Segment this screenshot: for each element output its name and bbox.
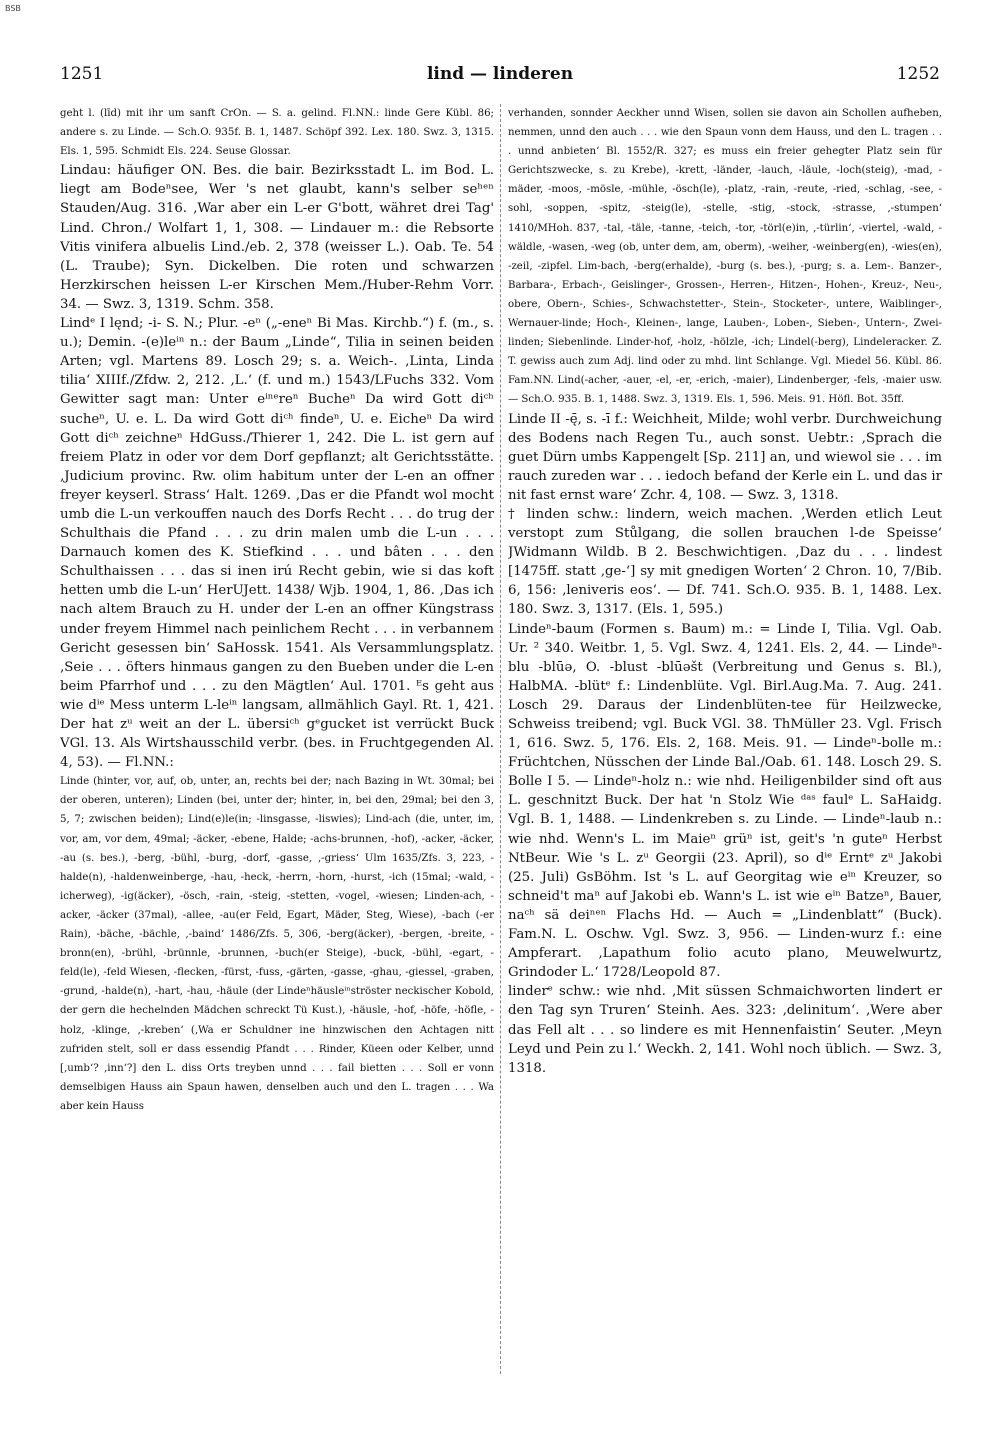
page-number-left: 1251 (60, 64, 104, 84)
left-paragraph-linde-i: Lindᵉ I lęnd; -i- S. N.; Plur. -eⁿ („-eneⁿ Bi Mas. Kirchb.“) f. (m., s. u.); Demin. -(e)leⁱⁿ n.: der Baum „Linde“, Tilia in seinen beiden Arten; vgl. Martens 89. Losch 29; s. a. Weich-. ‚Linta, Linda tilia‘ XIIIf./Zfdw. 2, 212. ‚L.‘ (f. und m.) 1543/LFuchs 332. Vom Gewitter sagt man: Unter eⁱⁿᵉrеⁿ Bucheⁿ Da wird Gott diᶜʰ sucheⁿ, U. e. L. Da wird Gott diᶜʰ findeⁿ, U. e. Eicheⁿ Da wird Gott diᶜʰ zeichneⁿ HdGuss./Thierer 1, 242. Die L. ist gern auf freiem Platz in oder vor dem Dorf gepflanzt; alt Gerichtsstätte. ‚Judicium provinc. Rw. olim habitum unter der L-en an offner freyer keyserl. Strass‘ Halt. 1269. ‚Das er die Pfandt wol mocht umb die L-un verkouffen nauch des Dorfs Recht . . . do trug der Schulthais die Pfand . . . zu drin malen umb die L-un . . . Darnauch komen des K. Stiefkind . . . und bâten . . . den Schulthaissen . . . das si inen irú Recht gebin, wie si das koft hetten umb die L-un‘ HerUJett. 1438/ Wjb. 1904, 1, 86. ‚Das ich nach altem Brauch zu H. under der L-en an offner Küngstrass under freyem Himmel nach peinlichem Recht . . . in verbannem Gericht gesessen bin‘ SaHossk. 1541. Als Versammlungsplatz. ‚Seie . . . öfters hinmaus gangen zu den Bueben under die L-en beim Pfarrhof und . . . zu den Mägtlen‘ Aul. 1701. ᴱs geht aus wie dⁱᵉ Mess unterm L-leⁱⁿ langsam, allmählich Gayl. Rt. 1, 421. Der hat zᵘ weit an der L. übersiᶜʰ gᵉgucket ist verrückt Buck VGl. 13. Als Wirtshausschild verbr. (bes. in Fruchtgegenden Al. 4, 53). — Fl.NN.: (60, 316, 494, 771)
right-paragraph-linden: † linden schw.: lindern, weich machen. ‚Werden etlich Leut verstopt zum Stůlgang, die sollen brauchen l-de Speisse‘ JWidmann Wildb. B 2. Beschwichtigen. ‚Daz du . . . lindest [1475ff. statt ‚ge-‘] sy mit gnedigen Worten‘ 2 Chron. 10, 7/Bib. 6, 156: ‚leniveris eos‘. — Df. 741. Sch.O. 935. B. 1, 1488. Lex. 180. Swz. 3, 1317. (Els. 1, 595.) (508, 506, 942, 618)
right-column (508, 104, 942, 1394)
right-paragraph-linde-ii: Linde II -ę̄, s. -ī f.: Weichheit, Milde; wohl verbr. Durchweichung des Bodens nach Regen Tu., auch sonst. Uebtr.: ‚Sprach die guet Dürn umbs Kappengelt [Sp. 211] an, und wiewol sie . . . im rauch zureden war . . . iedoch befand der Kerle ein L. und das ir nit fast ernst ware‘ Zchr. 4, 108. — Swz. 3, 1318. (508, 411, 942, 503)
left-column (60, 104, 494, 1394)
column-divider (500, 104, 501, 1374)
left-paragraph-lind-continued: geht l. (līd) mit ihr um sanft CrOn. — S. a. gelind. Fl.NN.: linde Gere Kübl. 86; andere s. zu Linde. — Sch.O. 935f. B. 1, 1487. Schöpf 392. Lex. 180. Swz. 3, 1315. Els. 1, 595. Schmidt Els. 224. Seuse Glossar. (60, 108, 494, 158)
right-paragraph-field-names-continued: verhanden, sonnder Aeckher unnd Wisen, sollen sie davon ain Schollen aufheben, nemmen, unnd den auch . . . wie den Spaun vonn dem Hauss, und den L. tragen . . . unnd anbieten‘ Bl. 1552/R. 327; es muss ein freier gehegter Platz sein für Gerichtszwecke, s. zu Krebe), -krett, -länder, -lauch, -läule, -loch(steig), -mad, -mäder, -moos, -mösle, -mühle, -ösch(le), -platz, -rain, -reute, -ried, -schlag, -see, -sohl, -soppen, -spitz, -steig(le), -stelle, -stig, -stock, -strasse, ‚-stumpen‘ 1410/MHoh. 837, -tal, -täle, -tanne, -teich, -tor, -törl(e)in, ‚-türlin‘, -viertel, -wald, -wäldle, -wasen, -weg (ob, unter dem, am, oberm), -weiher, -weinberg(en), -wies(en), -zeil, -zipfel. Lim-bach, -berg(erhalde), -burg (s. bes.), -purg; s. a. Lem-. Banzer-, Barbara-, Erbach-, Geislinger-, Grossen-, Herren-, Hitzen-, Hohen-, Kreuz-, Neu-, obere, Obern-, Schies-, Schwachstetter-, Stein-, Stocketer-, untere, Waiblinger-, Wernauer-linde; Hoch-, Kleinen-, lange, Lauben-, Loben-, Sieben-, Untern-, Zwei-linden; Siebenlinde. Linder-hof, -holz, -hölzle, -ich; Lindel(-berg), Lindeleracker. Z. T. gewiss auch zum Adj. lind oder zu mhd. lint Schlange. Vgl. Miedel 56. Kübl. 86. Fam.NN. Lind(-acher, -auer, -el, -er, -erich, -maier), Lindenberger, -fels, -maier usw. — Sch.O. 935. B. 1, 1488. Swz. 3, 1319. Els. 1, 596. Meis. 91. Höfl. Bot. 35ff. (508, 108, 942, 406)
page-number-right: 1252 (896, 64, 940, 84)
library-stamp: BSB (5, 4, 21, 13)
page-title: lind — linderen (426, 64, 574, 84)
page-header (60, 62, 940, 86)
right-paragraph-lindenbaum: Lindeⁿ-baum (Formen s. Baum) m.: = Linde I, Tilia. Vgl. Oab. Ur. ² 340. Weitbr. 1, 5. Vgl. Swz. 4, 1241. Els. 2, 44. — Lindeⁿ-blu -blūə, O. -blust -blūəšt (Verbreitung und Genus s. Bl.), HalbMA. -blütᵉ f.: Lindenblüte. Vgl. Birl.Aug.Ma. 7. Aug. 241. Losch 29. Daraus der Lindenblüten-tee für Heilzwecke, Schweiss treibend; vgl. Buck VGl. 38. ThMüller 23. Vgl. Frisch 1, 616. Swz. 5, 176. Els. 2, 168. Meis. 91. — Lindeⁿ-bolle m.: Früchtchen, Nüsschen der Linde Bal./Oab. 61. 148. Losch 29. S. Bolle I 5. — Lindeⁿ-holz n.: wie nhd. Heiligenbilder sind oft aus L. geschnitzt Buck. Der hat 'n Stolz Wie ᵈᵃˢ faulᵉ L. SaHaidg. Vgl. B. 1, 1488. — Lindenkreben s. zu Linde. — Lindeⁿ-laub n.: wie nhd. Wenn's L. im Maieⁿ grüⁿ ist, geit's 'n guteⁿ Herbst NtBeur. Wie 's L. zᵘ Georgii (23. April), so dⁱᵉ Erntᵉ zᵘ Jakobi (25. Juli) GsBöhm. Ist 's L. auf Georgitag wie eⁱⁿ Kreuzer, so schneid't maⁿ auf Jakobi eb. Wann's L. ist wie eⁱⁿ Batzeⁿ, Bauer, naᶜʰ sä deiⁿᵉⁿ Flachs Hd. — Auch = „Lindenblatt“ (Buck). Fam.N. L. Oschw. Vgl. Swz. 3, 956. — Linden-wurz f.: eine Ampferart. ‚Lapathum folio acuto plano, Meuwelwurtz, Grindoder L.‘ 1728/Leopold 87. (508, 621, 942, 981)
left-paragraph-field-names: Linde (hinter, vor, auf, ob, unter, an, rechts bei der; nach Bazing in Wt. 30mal; bei der oberen, unteren); Linden (bei, unter der; hinter, in, bei den, 29mal; bei den 3, 5, 7; zwischen beiden); Lind(e)le(in; -linsgasse, -liswies); Lind-ach (die, unter, im, vor, am, vor dem, 49mal; -äcker, -ebene, Halde; -achs-brunnen, -hof), -acker, -äcker, -au (s. bes.), -berg, -bühl, -burg, -dorf, -gasse, ‚-griess‘ Ulm 1635/Zfs. 3, 223, -halde(n), -haldenweinberge, -hau, -heck, -herrn, -horn, -hurst, -ich (15mal; -wald, -icherweg), -ig(äcker), -ösch, -rain, -steig, -stetten, -vogel, -wiesen; Linden-ach, -acker, -äcker (37mal), -allee, -au(er Feld, Egart, Mäder, Steg, Wiese), -bach (-er Rain), -bäche, -bächle, ‚-baind‘ 1486/Zfs. 5, 306, -berg(äcker), -bergen, -breite, -bronn(en), -brühl, -brünnle, -brunnen, -buch(er Steige), -buck, -bühl, -egart, -feld(le), -feld Wiesen, -flecken, -fürst, -fuss, -gärten, -gasse, -ghau, -giessel, -graben, -grund, -halde(n), -hart, -hau, -häule (der Lindeⁿhäusleⁱⁿströster neckischer Kobold, der gern die hechelnden Mädchen schreckt Tü Kust.), -häusle, -hof, -höfe, -höfle, -holz, -klinge, ‚-kreben‘ (‚Wa er Schuldner ine hinzwischen den Achtagen nitt zufriden stelt, soll er dass essendig Pfandt . . . Rinder, Küeen oder Kelber, unnd [‚umb‘? ‚inn‘?] den L. diss Orts treyben unnd . . . fail bietten . . . Soll er vonn demselbigen Hauss ain Spaun hawen, denselben auch und den L. tragen . . . Wa aber kein Hauss (60, 776, 494, 1112)
left-paragraph-lindau: Lindau: häufiger ON. Bes. die bair. Bezirksstadt L. im Bod. L. liegt am Bodeⁿsee, Wer 's net glaubt, kann's selber seʰᵉⁿ Stauden/Aug. 316. ‚War aber ein L-er G'bott, währet drei Tag' Lind. Chron./ Wolfart 1, 1, 308. — Lindauer m.: die Rebsorte Vitis vinifera albuelis Lind./eb. 2, 378 (weisser L.). Oab. Te. 54 (L. Traube); Syn. Dickelben. Die roten und schwarzen Herzkirschen heissen L-er Kirschen Mem./Huber-Rehm Vorr. 34. — Swz. 3, 1319. Schm. 358. (60, 163, 494, 312)
right-paragraph-linderen: linderᵉ schw.: wie nhd. ‚Mit süssen Schmaichworten lindert er den Tag syn Truren‘ Steinh. Aes. 323: ‚delinitum‘. ‚Were aber das Fell alt . . . so lindere es mit Hennenfaistin‘ Seuter. ‚Meyn Leyd und Pein zu l.‘ Weckh. 2, 141. Wohl noch üblich. — Swz. 3, 1318. (508, 984, 942, 1076)
